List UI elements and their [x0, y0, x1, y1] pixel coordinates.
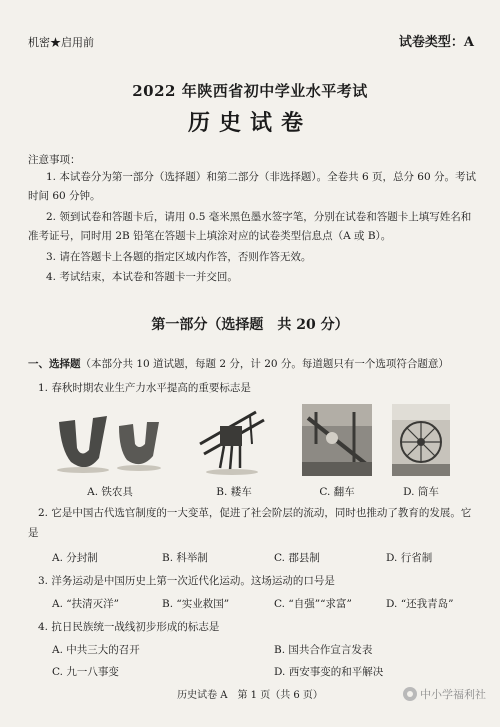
- paper-type-label: 试卷类型：A: [398, 35, 474, 50]
- square-pallet-pump-image: [302, 404, 372, 476]
- note-item: [28, 208, 476, 246]
- seed-drill-image: [194, 404, 274, 476]
- q2-option-a: A. 分封制: [52, 552, 98, 564]
- q4-option-a: A. 中共三大的召开: [52, 644, 140, 656]
- q4-option-b: B. 国共合作宣言发表: [274, 644, 373, 656]
- note-text: 4. 考试结束，本试卷和答题卡一并交回。: [46, 271, 238, 283]
- q2-option-b: B. 科举制: [162, 552, 208, 564]
- note-text: 1. 本试卷分为第一部分（选择题）和第二部分（非选择题）。全卷共 6 页，总分 60 分。考试时间 60 分钟。: [28, 171, 476, 202]
- waterwheel-image: [392, 404, 450, 476]
- page-footer: 历史试卷 A 第 1 页（共 6 页）: [177, 690, 323, 701]
- note-text: 3. 请在答题卡上各题的指定区域内作答，否则作答无效。: [46, 251, 312, 263]
- question-2-stem: [28, 503, 478, 543]
- subject-title: 历史试卷: [187, 110, 312, 136]
- q3-option-b: B. “实业救国”: [162, 598, 230, 610]
- section-rest: （本部分共 10 道试题，每题 2 分，计 20 分。每道题只有一个选项符合题意）: [80, 358, 449, 370]
- iron-tools-image: [55, 400, 165, 476]
- confidential-label: 机密★启用前: [28, 36, 94, 49]
- watermark: [403, 686, 486, 702]
- option-d-caption: D. 筒车: [403, 486, 439, 498]
- notes-heading: 注意事项：: [28, 154, 81, 166]
- q3-option-a: A. “扶清灭洋”: [52, 598, 119, 610]
- note-text: 2. 领到试卷和答题卡后，请用 0.5 毫米黑色墨水签字笔，分别在试卷和答题卡上填写姓名和准考证号，同时用 2B 铅笔在答题卡上填涂对应的试卷类型信息点（A 或 B）。: [28, 211, 472, 242]
- note-item: [28, 168, 476, 206]
- option-c-caption: C. 翻车: [319, 486, 355, 498]
- section-prefix: 一、选择题: [28, 358, 81, 370]
- q4-option-c: C. 九一八事变: [52, 666, 119, 678]
- part-one-title: 第一部分（选择题 共 20 分）: [151, 317, 349, 333]
- q4-option-d: D. 西安事变的和平解决: [274, 666, 384, 678]
- watermark-text: 中小学福利社: [420, 688, 486, 701]
- note-item: [28, 248, 476, 267]
- question-2-text: 2. 它是中国古代选官制度的一大变革，促进了社会阶层的流动，同时也推动了教育的发展。它是: [28, 507, 472, 539]
- question-3-stem: 3. 洋务运动是中国历史上第一次近代化运动。这场运动的口号是: [38, 575, 335, 587]
- option-b-caption: B. 耧车: [216, 486, 252, 498]
- option-a-caption: A. 铁农具: [87, 486, 133, 498]
- question-1-stem: 1. 春秋时期农业生产力水平提高的重要标志是: [38, 382, 251, 394]
- q2-option-d: D. 行省制: [386, 552, 433, 564]
- q2-option-c: C. 郡县制: [274, 552, 320, 564]
- q3-option-d: D. “还我青岛”: [386, 598, 454, 610]
- question-4-stem: 4. 抗日民族统一战线初步形成的标志是: [38, 621, 220, 633]
- note-item: [28, 268, 476, 287]
- exam-title: 2022 年陕西省初中学业水平考试: [132, 82, 368, 100]
- section-heading: [28, 356, 449, 371]
- wechat-icon: [403, 687, 417, 701]
- q3-option-c: C. “自强”“求富”: [274, 598, 352, 610]
